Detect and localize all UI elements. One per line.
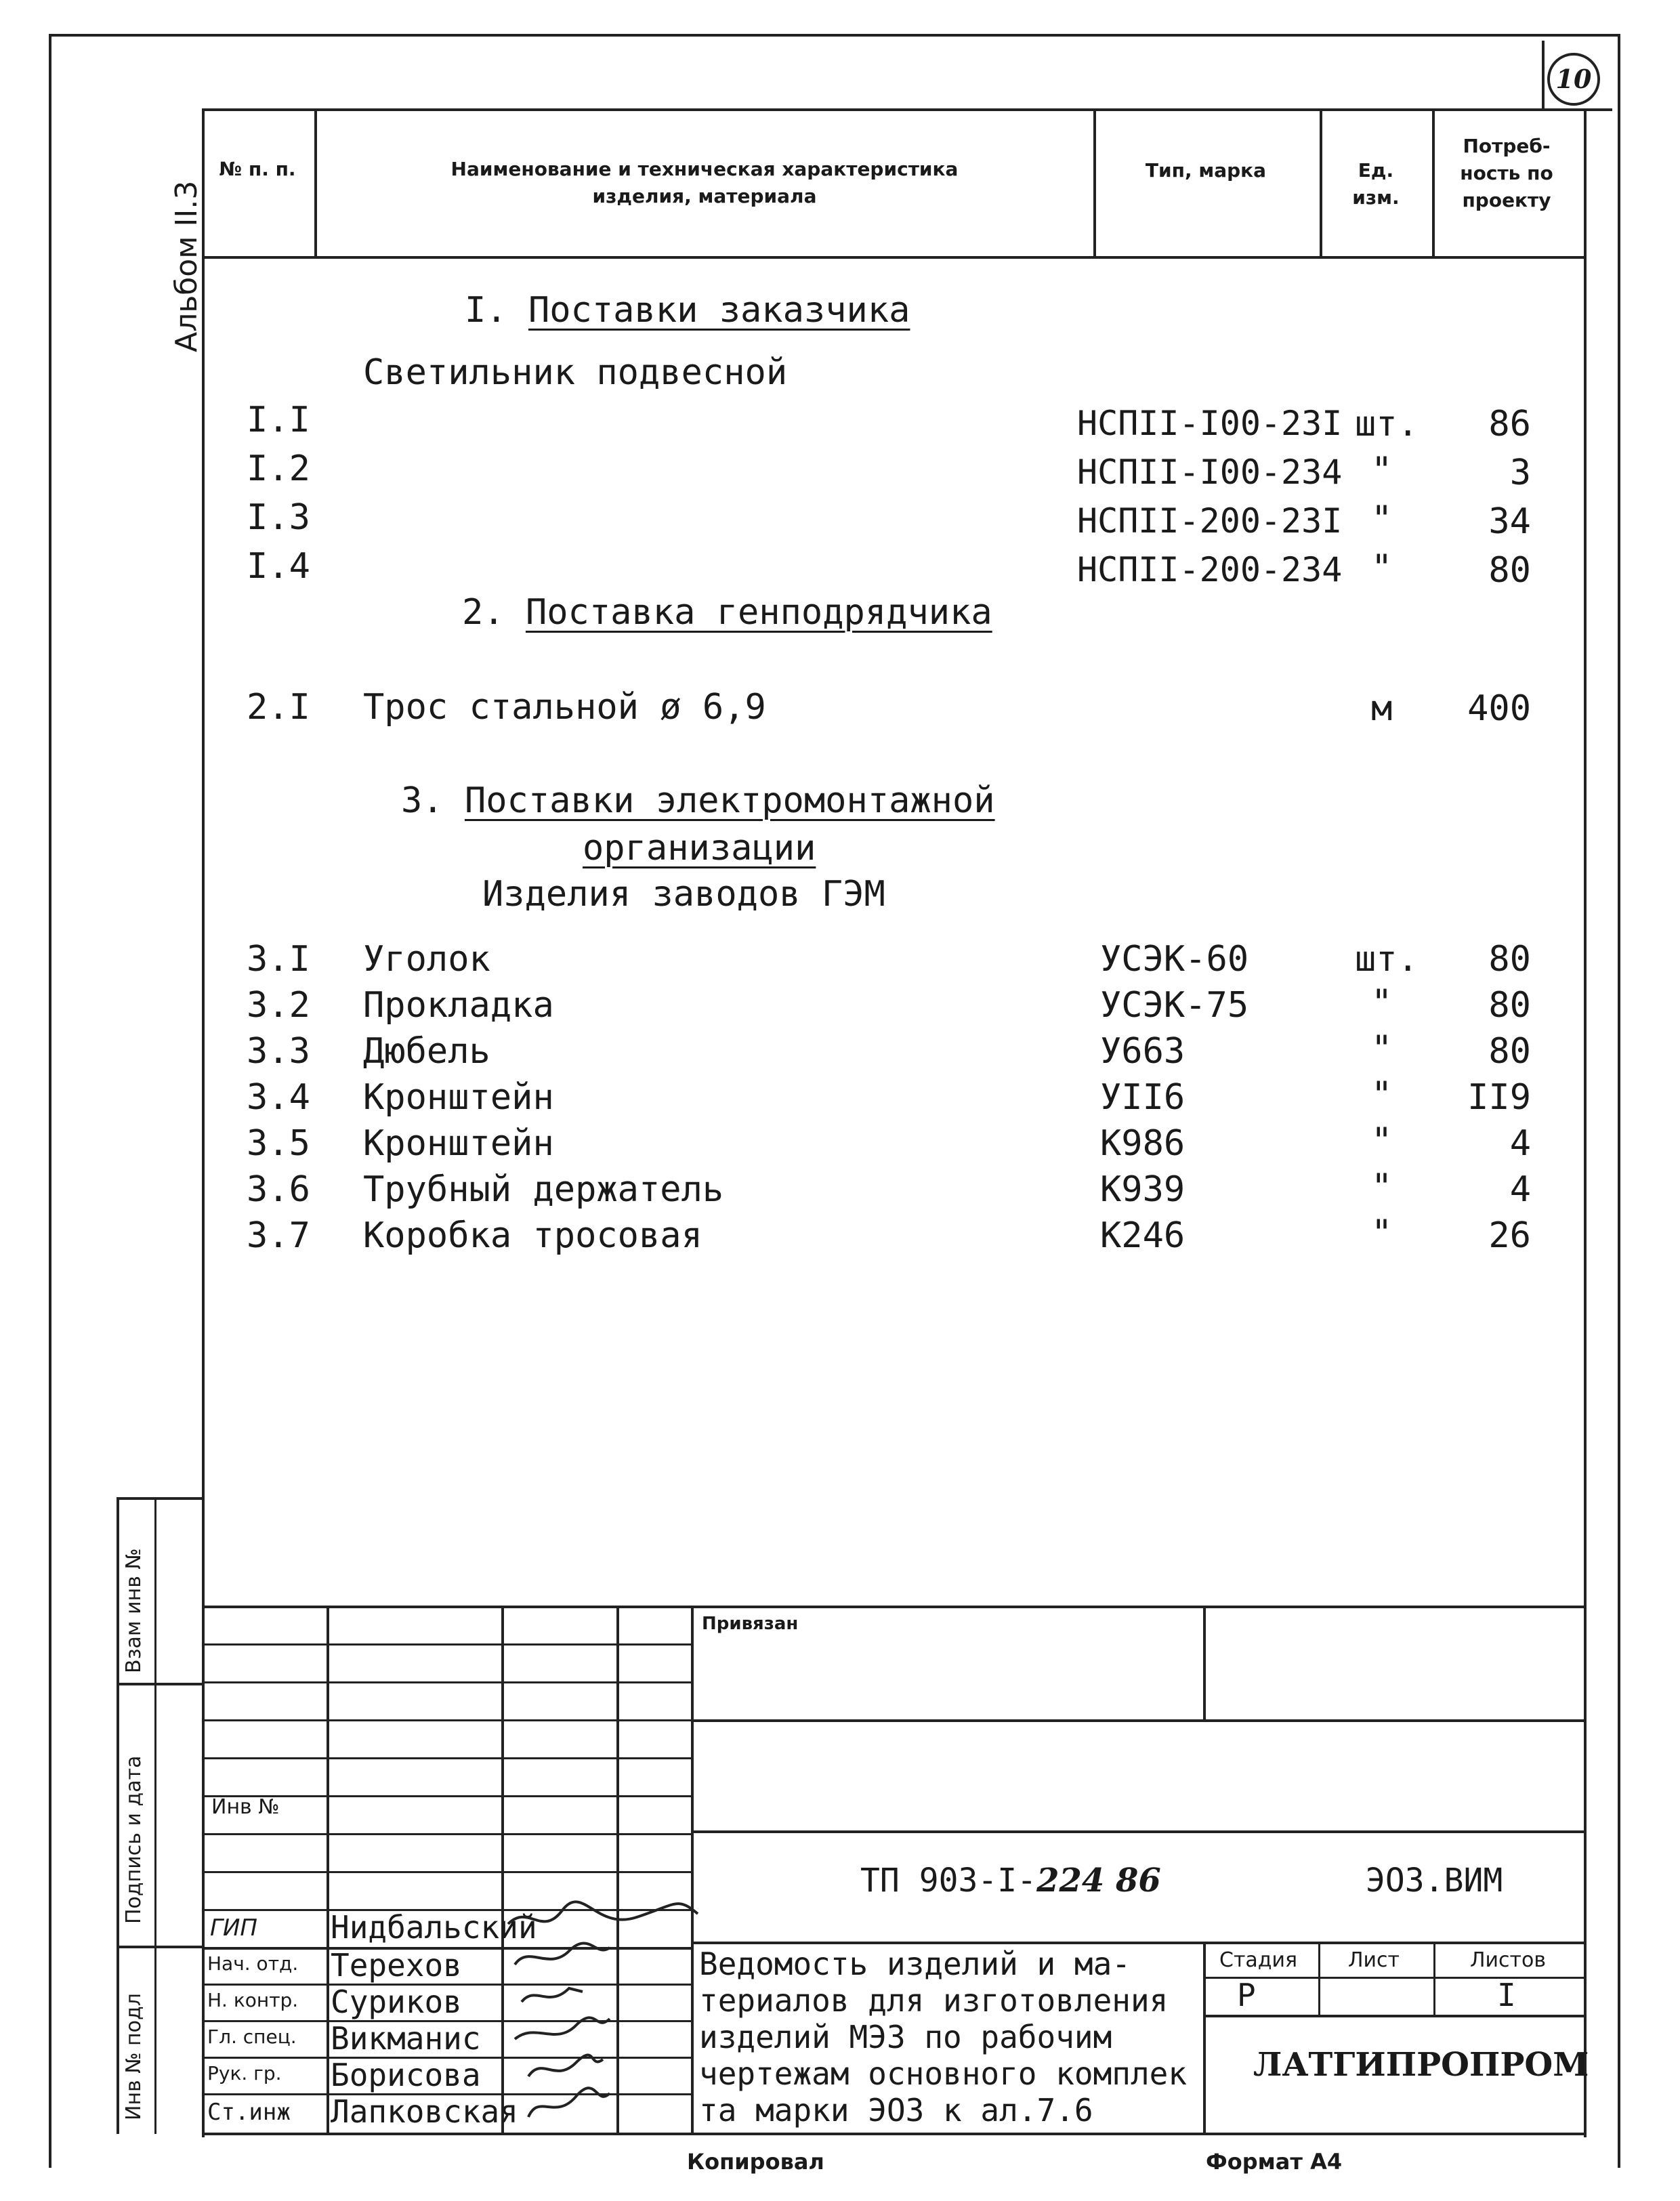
stamp-doc-code-print: ТП 903-I- (860, 1862, 1037, 1900)
row-unit: " (1371, 1120, 1393, 1161)
section3-heading-line1: Поставки электромонтажной (464, 780, 995, 821)
row-unit: " (1371, 982, 1393, 1023)
side-label-vzam: Взам инв № (122, 1548, 146, 1673)
row-type: УII6 (1100, 1077, 1185, 1118)
stamp-role: Рук. гр. (207, 2062, 282, 2084)
row-name: Трубный держатель (363, 1169, 724, 1210)
row-name: Уголок (363, 939, 490, 980)
stamp-row (202, 1643, 691, 1645)
side-strip-top (117, 1497, 203, 1500)
footer-format: Формат А4 (1206, 2149, 1343, 2175)
header-col-qty: Потреб- ность по проекту (1460, 135, 1553, 211)
row-unit: шт. (1355, 939, 1419, 980)
section1-subtitle: Светильник подвесной (363, 352, 788, 393)
row-num: I.2 (247, 448, 310, 489)
row-qty: 400 (1467, 688, 1531, 729)
side-label-podpis: Подпись и дата (122, 1755, 146, 1924)
stamp-row (202, 1833, 691, 1835)
signature-6 (528, 2088, 610, 2117)
stamp-title-3: изделий МЭЗ по рабочим (699, 2019, 1112, 2055)
stamp-row (202, 1871, 691, 1873)
row-type: НСПII-I00-234 (1077, 453, 1343, 492)
row-name: Дюбель (363, 1031, 490, 1072)
row-num: 3.4 (247, 1077, 310, 1118)
signature-2 (515, 1944, 610, 1965)
section3-title (401, 780, 995, 821)
header-bottom (202, 256, 1584, 259)
row-qty: 80 (1488, 1031, 1531, 1072)
section2-heading: Поставка генподрядчика (525, 592, 992, 633)
stamp-bottom (202, 2133, 1584, 2135)
col-divider-1 (314, 108, 317, 257)
outer-frame-top (49, 34, 1620, 37)
col-divider-3 (1320, 108, 1322, 257)
stamp-row (202, 1757, 691, 1759)
row-num: 3.2 (247, 985, 310, 1026)
section3-number: 3. (401, 780, 444, 821)
stamp-right-div-sheets (1433, 1942, 1435, 2016)
row-qty: 4 (1509, 1123, 1531, 1164)
stamp-title-5: та марки ЭОЗ к ал.7.6 (699, 2092, 1093, 2129)
section1-number: I. (465, 290, 507, 331)
row-type: У663 (1100, 1031, 1185, 1072)
stamp-right-org-row (1203, 2015, 1584, 2017)
stamp-person: Терехов (331, 1947, 462, 1984)
stamp-sheets-value: I (1497, 1977, 1516, 2013)
row-qty: 26 (1488, 1215, 1531, 1256)
section1-heading: Поставки заказчика (528, 290, 910, 331)
stamp-sheet-label: Лист (1348, 1948, 1400, 1972)
row-num: I.I (247, 400, 310, 440)
stamp-role: ГИП (210, 1914, 257, 1942)
stamp-row (202, 1719, 691, 1721)
section3-heading-line2: организации (583, 828, 816, 868)
side-strip-div2 (117, 1946, 203, 1948)
stamp-doc-code (860, 1862, 1161, 1900)
outer-frame-right (1618, 34, 1620, 2168)
stamp-person: Суриков (331, 1984, 462, 2020)
section3-subtitle: Изделия заводов ГЭМ (482, 874, 885, 915)
stamp-sheets-label: Листов (1470, 1948, 1547, 1972)
header-col-name: Наименование и техническая характеристика изделия, материала (450, 158, 959, 207)
stamp-right-div-stage (1203, 1942, 1206, 2134)
stamp-title-2: териалов для изготовления (699, 1982, 1169, 2019)
row-num: 3.5 (247, 1123, 310, 1164)
stamp-row (202, 1681, 691, 1683)
row-name: Прокладка (363, 985, 554, 1026)
row-unit: " (1371, 1028, 1393, 1069)
section1-title (465, 290, 910, 331)
stamp-col-a (327, 1606, 329, 2134)
signature-marks (501, 1890, 705, 2134)
album-label: Альбом II.3 (169, 180, 204, 352)
signature-4 (515, 2017, 610, 2039)
stamp-role: Гл. спец. (207, 2026, 297, 2048)
stamp-top (202, 1606, 1584, 1608)
header-col-type: Тип, марка (1145, 159, 1267, 182)
stamp-title-1: Ведомость изделий и ма- (699, 1946, 1131, 1982)
stamp-title-4: чертежам основного комплек (699, 2055, 1188, 2092)
stamp-right-row3 (691, 1942, 1584, 1944)
main-frame-top (202, 108, 1584, 111)
row-qty: 3 (1509, 453, 1531, 493)
stamp-org: ЛАТГИПРОПРОМ (1253, 2046, 1589, 2084)
row-type: УСЭК-60 (1100, 939, 1249, 980)
header-col-num: № п. п. (219, 158, 296, 180)
stamp-stage-label: Стадия (1219, 1948, 1298, 1972)
stamp-inv-no: Инв № (211, 1795, 280, 1819)
stamp-role: Н. контр. (207, 1989, 299, 2011)
row-num: I.4 (247, 546, 310, 587)
row-num: 2.I (247, 687, 310, 728)
row-type: НСПII-I00-23I (1077, 404, 1343, 443)
row-unit: " (1371, 450, 1393, 490)
row-unit: " (1371, 547, 1393, 588)
side-strip-left (117, 1497, 119, 2134)
stamp-right-label-row (1203, 1977, 1584, 1979)
row-num: 3.7 (247, 1215, 310, 1256)
row-num: 3.6 (247, 1169, 310, 1210)
side-label-inv-podl: Инв № подл (122, 1993, 146, 2120)
stamp-person: Нидбальский (331, 1909, 537, 1946)
stamp-person: Лапковская (331, 2093, 518, 2130)
side-strip-mid (154, 1497, 156, 2134)
row-unit: " (1371, 1074, 1393, 1115)
row-type: НСПII-200-234 (1077, 550, 1343, 589)
footer-copied: Копировал (687, 2149, 824, 2175)
signature-5 (528, 2055, 603, 2076)
row-unit: " (1371, 1167, 1393, 1207)
row-name: Кронштейн (363, 1123, 554, 1164)
row-unit: " (1371, 499, 1393, 539)
stamp-role: Ст.инж (207, 2099, 291, 2126)
row-unit: м (1371, 688, 1393, 729)
row-qty: 86 (1488, 404, 1531, 444)
row-num: 3.3 (247, 1031, 310, 1072)
stamp-privyazan: Привязан (702, 1614, 799, 1634)
col-divider-2 (1093, 108, 1096, 257)
main-frame-right (1584, 108, 1587, 2137)
row-type: УСЭК-75 (1100, 985, 1249, 1026)
stamp-stage-value: Р (1237, 1977, 1256, 2013)
row-unit: " (1371, 1213, 1393, 1253)
row-num: I.3 (247, 497, 310, 538)
stamp-right-row1 (691, 1719, 1584, 1722)
col-divider-4 (1432, 108, 1435, 257)
row-type: К986 (1100, 1123, 1185, 1164)
stamp-person: Борисова (331, 2057, 481, 2093)
stamp-right-div-sheet (1318, 1942, 1320, 2016)
row-name: Коробка тросовая (363, 1215, 702, 1256)
page-number-circle: 10 (1547, 53, 1600, 106)
row-name: Трос стальной ø 6,9 (363, 687, 766, 728)
stamp-right-row2 (691, 1830, 1584, 1833)
row-qty: 80 (1488, 550, 1531, 591)
stamp-doc-code-hand: 224 86 (1036, 1862, 1161, 1900)
row-qty: 80 (1488, 939, 1531, 980)
row-qty: 4 (1509, 1169, 1531, 1210)
section2-number: 2. (462, 592, 505, 633)
row-num: 3.I (247, 939, 310, 980)
header-col-unit: Ед. изм. (1352, 159, 1400, 209)
row-unit: шт. (1355, 404, 1419, 444)
row-qty: 34 (1488, 501, 1531, 542)
row-qty: II9 (1467, 1077, 1531, 1118)
outer-frame-left (49, 34, 51, 2168)
signature-1 (508, 1902, 698, 1924)
side-strip-div1 (117, 1683, 203, 1685)
row-type: НСПII-200-23I (1077, 501, 1343, 541)
row-type: К939 (1100, 1169, 1185, 1210)
row-type: К246 (1100, 1215, 1185, 1256)
stamp-doc-mark: ЭОЗ.ВИМ (1366, 1862, 1503, 1900)
row-qty: 80 (1488, 985, 1531, 1026)
stamp-role: Нач. отд. (207, 1952, 299, 1975)
row-name: Кронштейн (363, 1077, 554, 1118)
stamp-col-e (1203, 1606, 1206, 1719)
stamp-person: Викманис (331, 2020, 481, 2057)
section2-title (462, 592, 992, 633)
signature-3 (522, 1988, 583, 2002)
